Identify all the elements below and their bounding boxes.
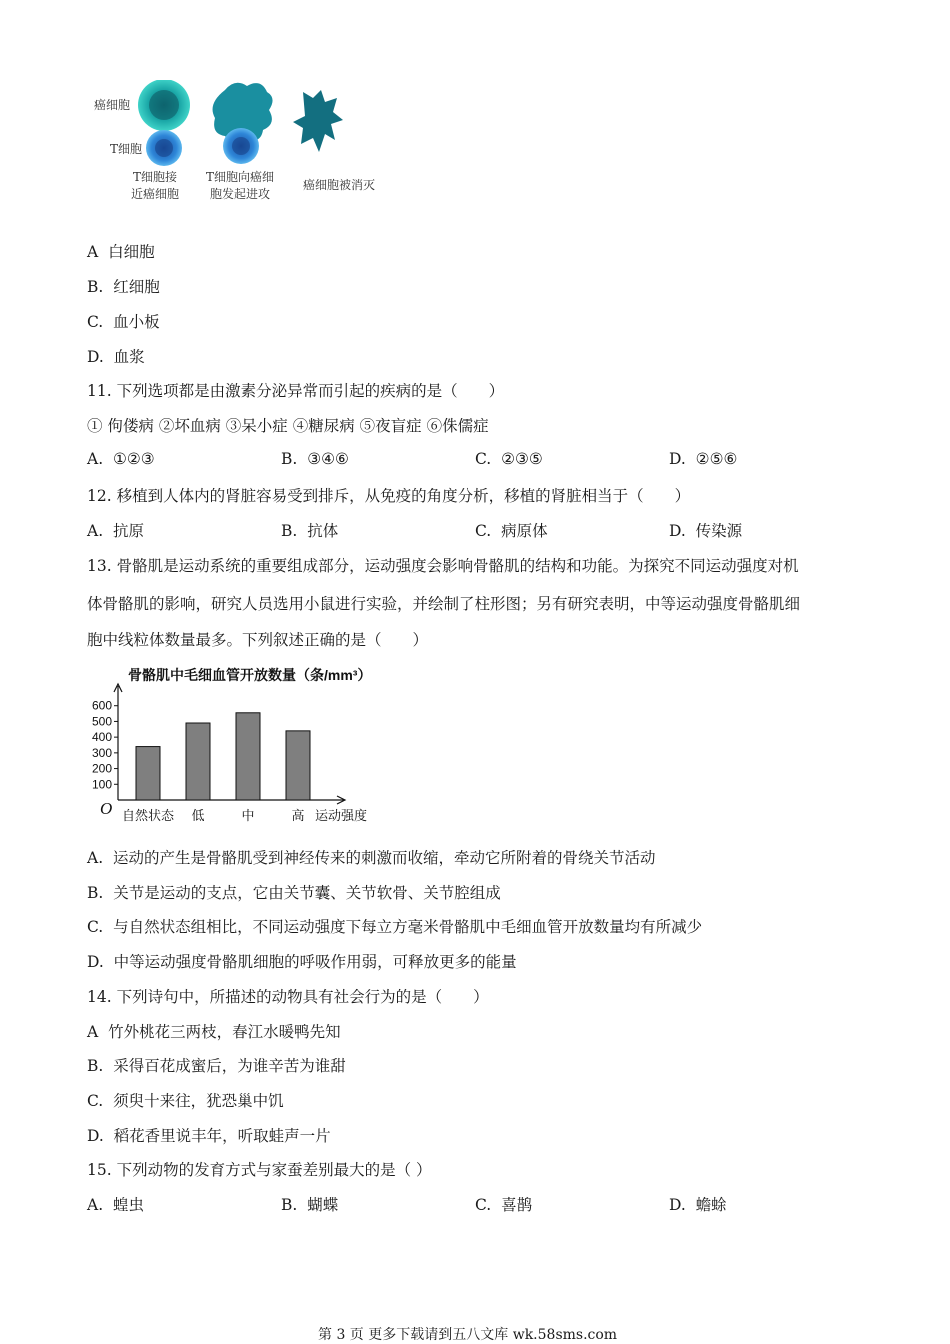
y-tick-label: 200 — [91, 761, 112, 776]
q14-option-d: D. 稻花香里说丰年，听取蛙声一片 — [87, 1127, 331, 1145]
q12-option-c: C. 病原体 — [475, 522, 548, 540]
q11-option-b: B. ③④⑥ — [281, 450, 349, 468]
q14-option-b: B. 采得百花成蜜后，为谁辛苦为谁甜 — [87, 1057, 346, 1075]
capillary-bar-chart — [82, 660, 392, 830]
chart-bar — [236, 713, 260, 800]
q14-option-c: C. 须臾十来往，犹恐巢中饥 — [87, 1092, 284, 1110]
q13-option-b: B. 关节是运动的支点，它由关节囊、关节软骨、关节腔组成 — [87, 884, 501, 902]
q13-stem-line-3: 胞中线粒体数量最多。下列叙述正确的是（ ） — [87, 631, 429, 649]
chart-x-axis-label: 运动强度 — [315, 808, 368, 823]
q13-stem-line-2: 体骨骼肌的影响，研究人员选用小鼠进行实验，并绘制了柱形图；另有研究表明，中等运动强度骨骼肌细 — [87, 595, 801, 613]
q15-option-a: A. 蝗虫 — [87, 1196, 144, 1214]
x-category-label: 自然状态 — [121, 808, 175, 823]
q13-option-d: D. 中等运动强度骨骼肌细胞的呼吸作用弱，可释放更多的能量 — [87, 953, 517, 971]
q15-option-d: D. 蟾蜍 — [669, 1196, 727, 1214]
x-category-label: 高 — [291, 808, 305, 823]
chart-title: 骨骼肌中毛细血管开放数量（条/mm³） — [128, 667, 372, 683]
q10-option-b: B. 红细胞 — [87, 278, 160, 296]
q14-option-a: A 竹外桃花三两枝，春江水暖鸭先知 — [87, 1023, 341, 1041]
q13-stem-line-1: 13. 骨骼肌是运动系统的重要组成部分，运动强度会影响骨骼肌的结构和功能。为探究不同运动强度对机 — [87, 557, 799, 575]
cell-illustration — [135, 80, 365, 170]
q11-option-c: C. ②③⑤ — [475, 450, 543, 468]
chart-origin-label: O — [100, 799, 113, 818]
label-t-cell: T细胞 — [110, 142, 143, 156]
q11-items: ① 佝偻病 ②坏血病 ③呆小症 ④糖尿病 ⑤夜盲症 ⑥侏儒症 — [87, 417, 489, 435]
chart-y-ticks — [92, 699, 118, 792]
stage-1-caption: T细胞接 近癌细胞 — [131, 170, 180, 201]
y-tick-label: 100 — [91, 777, 112, 792]
q15-option-b: B. 蝴蝶 — [281, 1196, 339, 1214]
q12-option-a: A. 抗原 — [87, 522, 144, 540]
x-category-label: 中 — [241, 808, 255, 823]
q13-option-c: C. 与自然状态组相比，不同运动强度下每立方毫米骨骼肌中毛细血管开放数量均有所减少 — [87, 918, 703, 936]
chart-bars — [136, 713, 310, 800]
q11-option-a: A. ①②③ — [87, 450, 155, 468]
chart-bar — [286, 731, 310, 800]
x-category-label: 低 — [191, 808, 205, 823]
q11-stem: 11. 下列选项都是由激素分泌异常而引起的疾病的是（ ） — [87, 382, 505, 400]
stage-3-caption: 癌细胞被消灭 — [303, 178, 376, 192]
y-tick-label: 300 — [91, 745, 112, 760]
q12-option-d: D. 传染源 — [669, 522, 743, 540]
y-tick-label: 400 — [91, 730, 112, 745]
stage-2-caption: T细胞向癌细 胞发起进攻 — [206, 170, 275, 201]
q13-option-a: A. 运动的产生是骨骼肌受到神经传来的刺激而收缩，牵动它所附着的骨绕关节活动 — [87, 849, 656, 867]
chart-bar — [186, 723, 210, 800]
destroyed-cancer-cell — [293, 90, 343, 152]
chart-bar — [136, 747, 160, 800]
chart-x-labels — [122, 808, 305, 823]
q15-stem: 15. 下列动物的发育方式与家蚕差别最大的是（ ） — [87, 1161, 432, 1179]
q10-option-c: C. 血小板 — [87, 313, 160, 331]
y-tick-label: 600 — [91, 698, 112, 713]
y-tick-label: 500 — [91, 714, 112, 729]
page-footer: 第 3 页 更多下载请到五八文库 wk.58sms.com — [318, 1327, 618, 1343]
q10-option-d: D. 血浆 — [87, 348, 145, 366]
label-cancer-cell: 癌细胞 — [94, 98, 131, 112]
q15-option-c: C. 喜鹊 — [475, 1196, 533, 1214]
q10-option-a: A 白细胞 — [87, 243, 155, 261]
q12-option-b: B. 抗体 — [281, 522, 339, 540]
q14-stem: 14. 下列诗句中，所描述的动物具有社会行为的是（ ） — [87, 988, 489, 1006]
q11-option-d: D. ②⑤⑥ — [669, 450, 738, 468]
q12-stem: 12. 移植到人体内的肾脏容易受到排斥，从免疫的角度分析，移植的肾脏相当于（ ） — [87, 487, 691, 505]
